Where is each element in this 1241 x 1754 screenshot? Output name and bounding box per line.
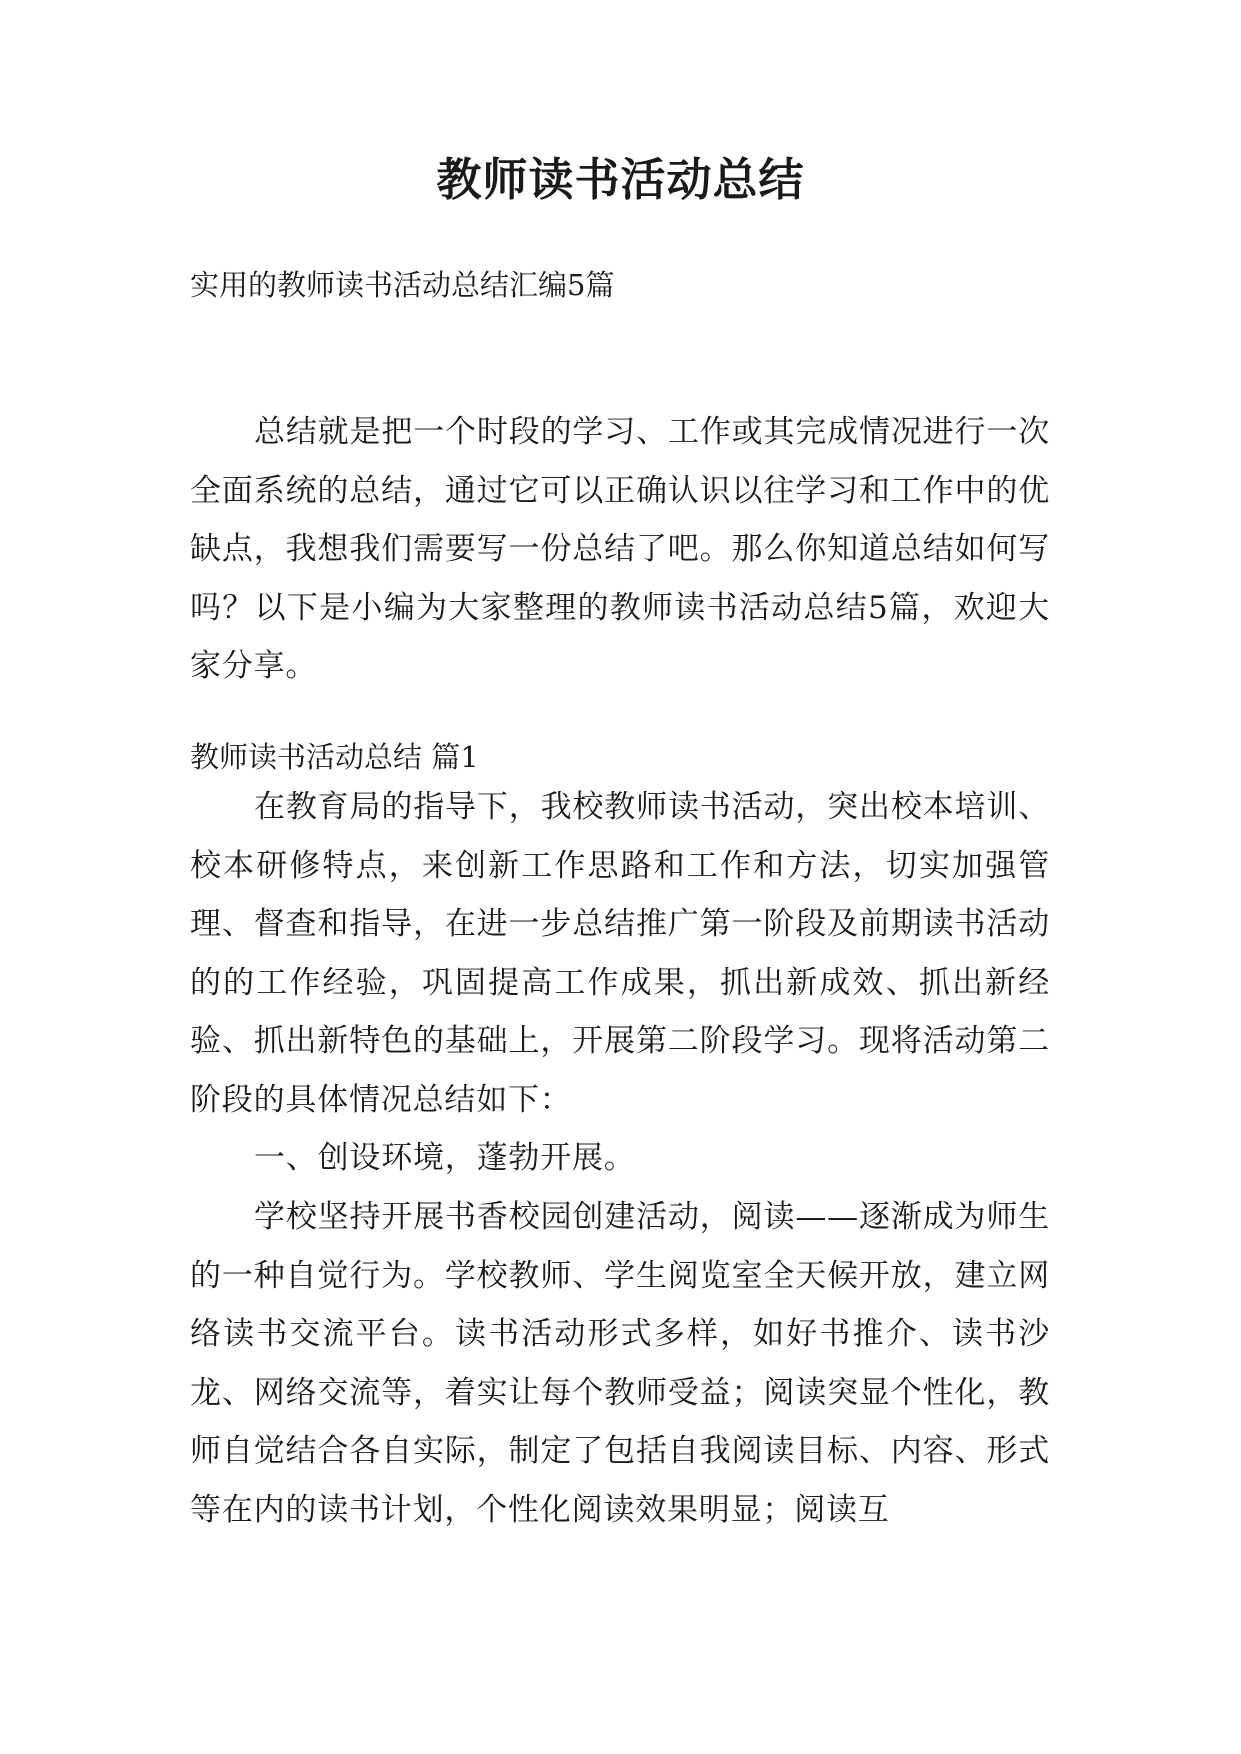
subheading-1: 一、创设环境，蓬勃开展。 [254, 1140, 636, 1176]
body-paragraph-2: 学校坚持开展书香校园创建活动，阅读——逐渐成为师生的一种自觉行为。学校教师、学生阅览室全天候开放，建立网络读书交流平台。读书活动形式多样，如好书推介、读书沙龙、网络交流等，着实让每个教师受益；阅读突显个性化，教师自觉结合各自实际，制定了包括自我阅读目标、内容、形式等在内的读书计划，个性化阅读效果明显；阅读互 [190, 1199, 1050, 1528]
intro-paragraph: 总结就是把一个时段的学习、工作或其完成情况进行一次全面系统的总结，通过它可以正确认识以往学习和工作中的优缺点，我想我们需要写一份总结了吧。那么你知道总结如何写吗？以下是小编为大家整理的教师读书活动总结5篇，欢迎大家分享。 [190, 414, 1050, 684]
document-subtitle: 实用的教师读书活动总结汇编5篇 [190, 268, 615, 302]
body-paragraph-1: 在教育局的指导下，我校教师读书活动，突出校本培训、校本研修特点，来创新工作思路和工作和方法，切实加强管理、督查和指导，在进一步总结推广第一阶段及前期读书活动的的工作经验，巩固提高工作成果，抓出新成效、抓出新经验、抓出新特色的基础上，开展第二阶段学习。现将活动第二阶段的具体情况总结如下： [190, 789, 1050, 1118]
section-heading: 教师读书活动总结 篇1 [190, 740, 479, 774]
document-title: 教师读书活动总结 [436, 153, 805, 206]
